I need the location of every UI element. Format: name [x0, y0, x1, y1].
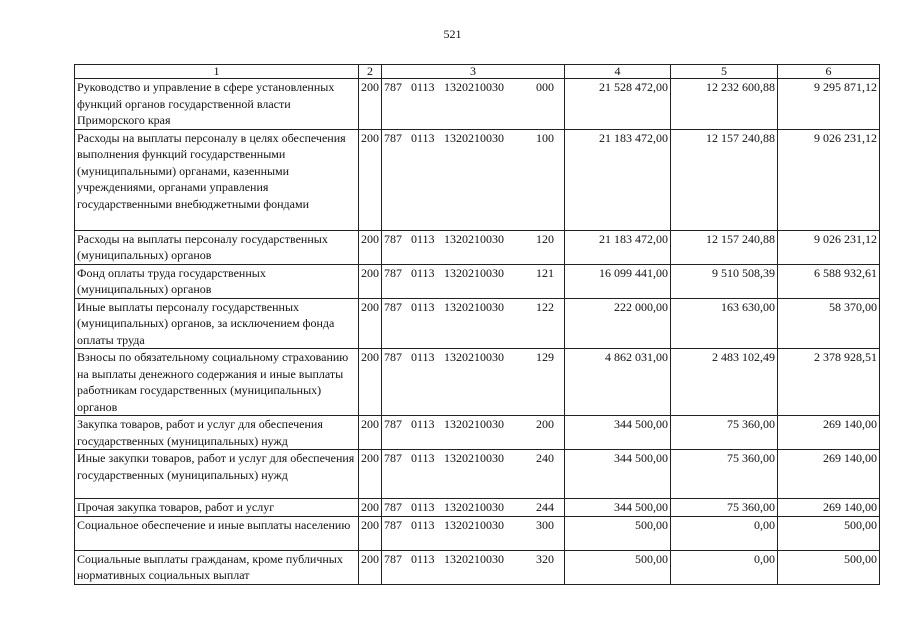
row-code-2: 200: [359, 129, 382, 230]
row-value-5: 0,00: [671, 516, 778, 550]
header-row: [75, 65, 880, 79]
row-value-4: 16 099 441,00: [565, 264, 671, 298]
row-description: Расходы на выплаты персоналу в целях обеспечения выполнения функций государственными (муниципальными) органами, казенными учреждениями, органами управления государственными внебюджетными фондами: [75, 129, 359, 230]
code-kvr: 129: [536, 350, 554, 364]
row-value-4: 4 862 031,00: [565, 349, 671, 416]
code-kvr: 122: [536, 299, 554, 314]
row-value-4: 344 500,00: [565, 450, 671, 499]
row-value-6: 58 370,00: [778, 298, 880, 349]
code-kvr: 200: [536, 417, 554, 431]
row-value-6: 269 140,00: [778, 416, 880, 450]
code-grbs: 787: [384, 231, 402, 246]
code-grbs: 787: [384, 417, 402, 431]
row-classification-code: [382, 298, 565, 349]
code-kvr: 000: [536, 80, 554, 94]
code-kvr: 320: [536, 551, 554, 566]
code-section: 0113: [411, 130, 435, 145]
code-section: 0113: [411, 500, 435, 514]
row-code-2: 200: [359, 416, 382, 450]
code-target: 1320210030: [444, 551, 504, 566]
row-value-6: 2 378 928,51: [778, 349, 880, 416]
row-description: Иные закупки товаров, работ и услуг для обеспечения государственных (муниципальных) нужд: [75, 450, 359, 499]
code-grbs: 787: [384, 517, 402, 532]
row-code-2: 200: [359, 264, 382, 298]
row-value-5: 9 510 508,39: [671, 264, 778, 298]
table-row: [75, 499, 880, 517]
row-value-4: 222 000,00: [565, 298, 671, 349]
row-value-6: 6 588 932,61: [778, 264, 880, 298]
row-code-2: 200: [359, 499, 382, 517]
code-section: 0113: [411, 517, 435, 532]
row-value-6: 9 026 231,12: [778, 129, 880, 230]
row-code-2: 200: [359, 516, 382, 550]
row-classification-code: [382, 450, 565, 499]
row-classification-code: [382, 79, 565, 130]
row-code-2: 200: [359, 298, 382, 349]
column-header: 2: [359, 65, 382, 79]
column-header: 4: [565, 65, 671, 79]
row-value-5: 12 157 240,88: [671, 129, 778, 230]
code-section: 0113: [411, 299, 435, 314]
row-value-6: 9 295 871,12: [778, 79, 880, 130]
row-value-6: 9 026 231,12: [778, 230, 880, 264]
code-section: 0113: [411, 265, 435, 280]
code-section: 0113: [411, 551, 435, 566]
row-value-6: 269 140,00: [778, 450, 880, 499]
row-value-5: 12 232 600,88: [671, 79, 778, 130]
code-target: 1320210030: [444, 451, 504, 465]
row-classification-code: [382, 550, 565, 584]
row-classification-code: [382, 349, 565, 416]
table-row: [75, 129, 880, 230]
code-target: 1320210030: [444, 80, 504, 94]
column-header: 6: [778, 65, 880, 79]
column-header: 1: [75, 65, 359, 79]
row-description: Руководство и управление в сфере установленных функций органов государственной власти Приморского края: [75, 79, 359, 130]
row-description: Прочая закупка товаров, работ и услуг: [75, 499, 359, 517]
code-target: 1320210030: [444, 417, 504, 431]
row-classification-code: [382, 416, 565, 450]
code-kvr: 244: [536, 500, 554, 514]
table-row: [75, 264, 880, 298]
row-description: Фонд оплаты труда государственных (муниципальных) органов: [75, 264, 359, 298]
code-kvr: 240: [536, 451, 554, 465]
code-kvr: 121: [536, 265, 554, 280]
row-value-4: 500,00: [565, 516, 671, 550]
code-grbs: 787: [384, 80, 402, 94]
row-value-6: 269 140,00: [778, 499, 880, 517]
code-kvr: 300: [536, 517, 554, 532]
code-grbs: 787: [384, 130, 402, 145]
row-value-4: 344 500,00: [565, 499, 671, 517]
table-row: [75, 550, 880, 584]
code-kvr: 120: [536, 231, 554, 246]
code-section: 0113: [411, 80, 435, 94]
table-row: [75, 416, 880, 450]
code-section: 0113: [411, 231, 435, 246]
row-value-4: 21 528 472,00: [565, 79, 671, 130]
row-code-2: 200: [359, 450, 382, 499]
row-value-4: 500,00: [565, 550, 671, 584]
budget-table: [74, 64, 880, 585]
code-target: 1320210030: [444, 231, 504, 246]
code-target: 1320210030: [444, 265, 504, 280]
row-classification-code: [382, 230, 565, 264]
row-description: Иные выплаты персоналу государственных (муниципальных) органов, за исключением фонда оплаты труда: [75, 298, 359, 349]
code-target: 1320210030: [444, 299, 504, 314]
code-grbs: 787: [384, 551, 402, 566]
code-grbs: 787: [384, 265, 402, 280]
code-section: 0113: [411, 350, 435, 364]
row-value-4: 21 183 472,00: [565, 230, 671, 264]
row-value-6: 500,00: [778, 550, 880, 584]
table-row: [75, 298, 880, 349]
table-row: [75, 516, 880, 550]
row-value-5: 0,00: [671, 550, 778, 584]
code-grbs: 787: [384, 350, 402, 364]
row-classification-code: [382, 516, 565, 550]
row-description: Расходы на выплаты персоналу государственных (муниципальных) органов: [75, 230, 359, 264]
column-header: 3: [382, 65, 565, 79]
row-value-5: 12 157 240,88: [671, 230, 778, 264]
row-value-5: 75 360,00: [671, 450, 778, 499]
row-value-4: 21 183 472,00: [565, 129, 671, 230]
row-value-4: 344 500,00: [565, 416, 671, 450]
row-description: Социальное обеспечение и иные выплаты населению: [75, 516, 359, 550]
row-description: Взносы по обязательному социальному страхованию на выплаты денежного содержания и иные выплаты работникам государственных (муниципальных) органов: [75, 349, 359, 416]
row-code-2: 200: [359, 79, 382, 130]
row-description: Закупка товаров, работ и услуг для обеспечения государственных (муниципальных) нужд: [75, 416, 359, 450]
table-row: [75, 79, 880, 130]
row-value-6: 500,00: [778, 516, 880, 550]
row-value-5: 163 630,00: [671, 298, 778, 349]
table-row: [75, 450, 880, 499]
code-grbs: 787: [384, 299, 402, 314]
code-grbs: 787: [384, 500, 402, 514]
page-number: 521: [443, 27, 462, 41]
code-target: 1320210030: [444, 350, 504, 364]
row-classification-code: [382, 264, 565, 298]
row-code-2: 200: [359, 550, 382, 584]
row-classification-code: [382, 499, 565, 517]
row-value-5: 75 360,00: [671, 416, 778, 450]
row-description: Социальные выплаты гражданам, кроме публичных нормативных социальных выплат: [75, 550, 359, 584]
code-section: 0113: [411, 451, 435, 465]
table-row: [75, 230, 880, 264]
table-row: [75, 349, 880, 416]
code-target: 1320210030: [444, 130, 504, 145]
row-code-2: 200: [359, 349, 382, 416]
code-section: 0113: [411, 417, 435, 431]
column-header: 5: [671, 65, 778, 79]
row-classification-code: [382, 129, 565, 230]
code-grbs: 787: [384, 451, 402, 465]
code-kvr: 100: [536, 130, 554, 145]
row-value-5: 75 360,00: [671, 499, 778, 517]
code-target: 1320210030: [444, 517, 504, 532]
row-value-5: 2 483 102,49: [671, 349, 778, 416]
code-target: 1320210030: [444, 500, 504, 514]
row-code-2: 200: [359, 230, 382, 264]
